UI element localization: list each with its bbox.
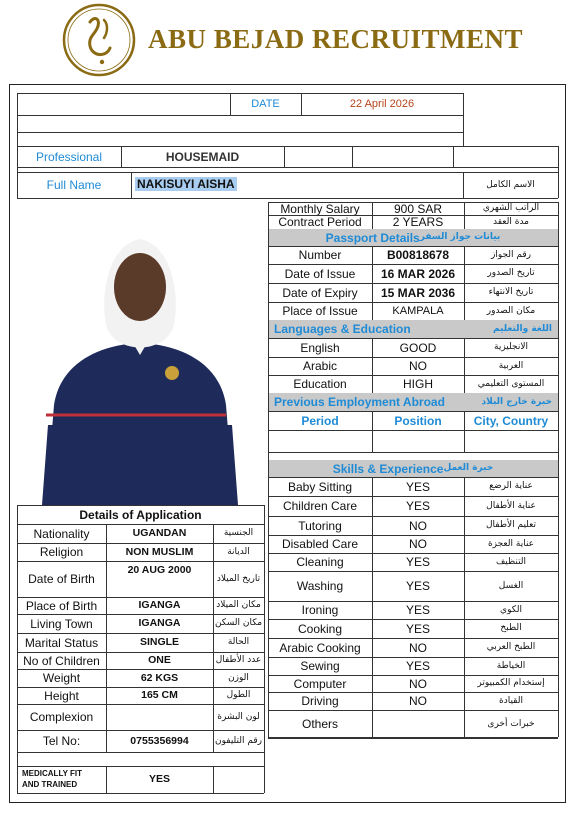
application-row-value: 165 CM — [141, 689, 178, 702]
grid-rule-h — [268, 430, 558, 431]
skill-row-ar: التنظيف — [495, 556, 527, 567]
application-row-value: ONE — [148, 654, 171, 667]
application-row-value: 0755356994 — [130, 734, 189, 747]
skill-row-label: Cooking — [297, 621, 343, 636]
employment-header — [274, 393, 552, 411]
skills-header-ar: خبرة العمل — [443, 463, 494, 473]
skill-row-label: Washing — [296, 579, 344, 593]
skill-row-ar: القيادة — [499, 695, 523, 706]
passport-row-label: Date of Issue — [284, 266, 356, 281]
salary-row-label: Contract Period — [278, 215, 362, 229]
skill-row-ar: الخياطة — [496, 660, 526, 671]
skill-row-ar: الكوي — [500, 604, 522, 615]
skill-row-value: NO — [409, 640, 427, 655]
passport-row-value: 16 MAR 2026 — [380, 266, 456, 281]
skill-row-value: NO — [409, 518, 427, 533]
skill-row-value: YES — [405, 555, 430, 569]
employment-header-ar: خبرة خارج البلاد — [481, 396, 552, 407]
application-row-ar: مكان السكن — [214, 618, 263, 628]
language-row-ar: المستوى التعليمي — [477, 378, 545, 389]
employment-col-period: Period — [301, 413, 339, 428]
employment-header-text: Previous Employment Abroad — [274, 395, 445, 409]
grid-rule-v — [213, 766, 214, 793]
salary-row-value: 2 YEARS — [392, 215, 444, 229]
application-row-ar: الجنسية — [223, 528, 254, 538]
fullname-ar: الاسم الكامل — [486, 179, 535, 190]
skills-header — [274, 460, 552, 477]
skill-row-value: YES — [405, 659, 430, 673]
passport-row-label: Number — [298, 248, 342, 262]
application-row-ar: عدد الأطفال — [215, 655, 262, 665]
medical-label-line1: MEDICALLY FIT — [22, 769, 83, 779]
application-row-label: Tel No: — [42, 734, 81, 748]
skill-row-label: Baby Sitting — [287, 479, 353, 494]
application-row-ar: تاريخ الميلاد — [216, 573, 261, 584]
languages-header-text: Languages & Education — [274, 322, 411, 336]
skill-row-label: Tutoring — [298, 518, 342, 533]
salary-row-value: 900 SAR — [393, 202, 443, 215]
language-row-ar: العربية — [498, 360, 524, 371]
passport-row-ar: تاريخ الصدور — [487, 268, 535, 278]
language-row-label: Education — [293, 377, 347, 391]
application-row-label: Marital Status — [24, 635, 99, 650]
application-row-value: UGANDAN — [132, 527, 187, 540]
passport-header — [274, 229, 552, 246]
application-row-label: Nationality — [33, 526, 90, 541]
grid-rule-v — [264, 505, 265, 793]
passport-row-ar: تاريخ الانتهاء — [488, 287, 534, 297]
skill-row-value — [372, 710, 464, 738]
application-row-label: Religion — [39, 545, 84, 559]
medical-label — [22, 766, 105, 793]
skill-row-value: NO — [409, 694, 427, 708]
application-header: Details of Application — [79, 507, 202, 522]
fullname-label: Full Name — [46, 178, 102, 192]
skill-row-label: Arabic Cooking — [279, 640, 361, 655]
application-row-ar: الوزن — [228, 672, 249, 683]
application-row-label: Weight — [42, 671, 81, 685]
salary-row-ar: الراتب الشهري — [482, 203, 540, 213]
languages-header-ar: اللغة والتعليم — [492, 323, 552, 334]
application-row-label: Date of Birth — [28, 572, 95, 586]
medical-value: YES — [148, 773, 170, 786]
salary-row-label: Monthly Salary — [280, 202, 360, 215]
application-row-value: SINGLE — [139, 636, 180, 649]
date-value: 22 April 2026 — [349, 97, 415, 110]
skill-row-ar: الغسل — [498, 580, 524, 591]
professional-value: HOUSEMAID — [165, 149, 240, 164]
skill-row-ar: عناية العجزة — [487, 538, 535, 549]
skills-header-text: Skills & Experience — [332, 461, 444, 476]
passport-header-ar: بيانات جواز السفر — [419, 232, 501, 242]
application-row-ar: الطول — [226, 690, 251, 700]
applicant-photo — [16, 205, 264, 505]
skill-row-label: Children Care — [282, 499, 358, 513]
skill-row-ar: إستخدام الكمبيوتر — [477, 678, 545, 688]
skill-row-label: Driving — [301, 694, 339, 708]
application-row-value: IGANGA — [138, 617, 181, 630]
skill-row-value: NO — [409, 537, 427, 551]
application-row-label: Place of Birth — [25, 598, 98, 613]
skill-row-value: YES — [405, 621, 430, 636]
passport-row-value: KAMPALA — [392, 304, 444, 317]
professional-label: Professional — [35, 149, 103, 164]
passport-row-value: 15 MAR 2036 — [380, 285, 456, 300]
grid-rule-h — [268, 452, 558, 453]
passport-header-text: Passport Details — [325, 230, 420, 245]
application-row-label: No of Children — [23, 653, 100, 668]
skill-row-ar: الطبخ العربي — [486, 642, 536, 652]
skill-row-value: YES — [405, 603, 430, 617]
application-row-value — [106, 704, 213, 730]
skill-row-label: Computer — [293, 676, 347, 691]
passport-row-label: Place of Issue — [282, 304, 358, 318]
skill-row-value: YES — [405, 479, 430, 494]
grid-rule-h — [268, 738, 558, 739]
grid-rule-h — [268, 737, 558, 738]
medical-label-line2: AND TRAINED — [22, 779, 78, 789]
application-row-label: Complexion — [29, 710, 94, 724]
skill-row-value: YES — [405, 579, 430, 593]
application-row-ar: لون البشرة — [217, 711, 260, 722]
skill-row-ar: خبرات أخرى — [487, 718, 535, 729]
passport-row-value: B00818678 — [386, 248, 450, 262]
skill-row-ar: عناية الأطفال — [486, 500, 536, 511]
grid-rule-h — [17, 793, 264, 794]
application-row-value: 20 AUG 2000 — [127, 564, 192, 576]
skill-row-label: Others — [301, 717, 338, 731]
grid-rule-h — [17, 752, 264, 753]
skill-row-ar: الطبخ — [500, 623, 522, 633]
language-row-label: English — [300, 340, 340, 355]
language-row-value: GOOD — [399, 340, 437, 355]
skill-row-ar: تعليم الأطفال — [485, 520, 537, 530]
passport-row-label: Date of Expiry — [282, 285, 358, 300]
languages-header — [274, 320, 552, 338]
application-row-value: NON MUSLIM — [125, 545, 194, 558]
language-row-value: NO — [409, 359, 427, 373]
skill-row-label: Disabled Care — [281, 537, 359, 551]
skill-row-ar: عناية الرضع — [489, 481, 533, 491]
skill-row-label: Ironing — [301, 603, 339, 617]
fullname-value-wrap[interactable] — [135, 175, 435, 193]
application-row-ar: الحالة — [227, 637, 250, 647]
skill-row-label: Cleaning — [296, 555, 344, 569]
application-row-ar: رقم التليفون — [215, 735, 262, 746]
application-row-label: Height — [44, 688, 79, 703]
passport-row-ar: رقم الجواز — [490, 249, 532, 260]
skill-row-label: Sewing — [300, 659, 340, 673]
skill-row-value: YES — [405, 499, 430, 513]
passport-row-ar: مكان الصدور — [486, 305, 536, 316]
application-row-value: 62 KGS — [140, 671, 179, 684]
salary-row-ar: مدة العقد — [493, 216, 529, 227]
employment-col-country: City, Country — [473, 413, 549, 428]
skill-row-value: NO — [409, 676, 427, 691]
application-row-ar: الديانة — [227, 546, 250, 557]
language-row-value: HIGH — [403, 377, 433, 391]
fullname-value: NAKISUYI AISHA — [137, 177, 235, 191]
date-label: DATE — [251, 97, 280, 110]
company-name: ABU BEJAD RECRUITMENT — [148, 24, 524, 54]
language-row-ar: الانجليزية — [494, 342, 528, 352]
company-logo — [60, 2, 138, 78]
application-row-ar: مكان الميلاد — [216, 600, 261, 610]
language-row-label: Arabic — [302, 359, 337, 373]
application-row-value: IGANGA — [138, 599, 181, 612]
employment-col-position: Position — [394, 413, 442, 428]
application-row-label: Living Town — [30, 616, 93, 631]
